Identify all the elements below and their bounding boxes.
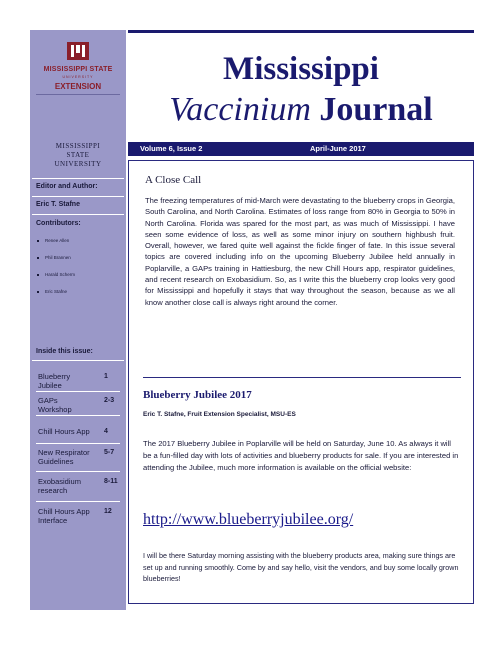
contributors-heading: Contributors: [36,220,81,227]
toc-title: Exobasidium research [38,477,81,495]
issue-volume: Volume 6, Issue 2 [140,144,203,153]
logo-name: MISSISSIPPI STATE [43,66,113,73]
sidebar-divider [32,360,124,361]
university-line: STATE [66,151,90,159]
contributor-item: Harald Scherm [36,272,124,289]
toc-title: Chill Hours App [38,427,90,436]
toc-title: Blueberry Jubilee [38,372,71,390]
toc-divider [36,415,120,416]
masthead [128,30,474,143]
article2-closing: I will be there Saturday morning assisting with the blueberry products area, making sure things are set up and running smoothly. Come by and say hello, visit the vendors, and buy some locally grown blueberries! [143,551,459,583]
article1-heading: A Close Call [145,174,202,186]
journal-title-italic: Vaccinium [169,91,311,128]
toc-divider [36,471,120,472]
toc-page: 4 [104,428,108,435]
contributor-item: Phil Brannen [36,255,124,272]
journal-title-line1: Mississippi [223,51,379,87]
sidebar-divider [32,196,124,197]
toc-page: 2-3 [104,397,115,404]
article1-body: The freezing temperatures of mid-March were devastating to the blueberry crops in Georgia, South Carolina, and North Carolina. Estimates of loss range from 80% in Georgia to 50% in North Carolina. Florida was spared for the most part, as was much of Mississippi. I have seen some evidence of loss, as well as some minor injury on southern highbush fruit. Overall, however, we fared quite well against the fickle finger of fate. In this issue several topics are covered including info on the upcoming Blueberry Jubilee held annually in Poplarville, a GAPs training in Hattiesburg, the new Chill Hours app, respirator guidelines, and recent research on Exobasidium. So, as I write this the blueberry crop looks very good for Mississippi and hopefully it stays that way throughout the season, because as we all know another close call is always right around the corner. [145,196,455,307]
toc-title: New Respirator Guidelines [38,448,90,466]
sidebar [30,30,126,610]
logo-extension: EXTENSION [54,82,102,91]
article2-byline: Eric T. Stafne, Fruit Extension Specialist, MSU-ES [143,411,296,418]
sidebar-divider [32,214,124,215]
toc-page: 5-7 [104,449,115,456]
toc-divider [36,443,120,444]
sidebar-divider [32,178,124,179]
article2-body: The 2017 Blueberry Jubilee in Poplarville will be held on Saturday, June 10. As always it will be a fun-filled day with lots of activities and blueberry products for sale. If you are interested in attending the Jubilee, much more information is available on the official website: [143,439,459,472]
editor-heading: Editor and Author: [36,183,98,190]
toc-page: 12 [104,508,112,515]
university-line: UNIVERSITY [54,160,102,168]
msu-extension-logo [30,30,126,100]
msu-seal-icon [67,42,89,60]
issue-date: April-June 2017 [310,144,366,153]
toc-divider [36,391,120,392]
article2-heading: Blueberry Jubilee 2017 [143,389,252,401]
jubilee-website-link[interactable]: http://www.blueberryjubilee.org/ [143,511,354,528]
contributor-item: Renee Allen [36,238,124,255]
toc-title: GAPs Workshop [38,396,72,414]
article-box [128,160,474,604]
logo-sub: UNIVERSITY [62,75,94,79]
editor-name: Eric T. Stafne [36,201,80,208]
journal-title-line2 [128,91,474,129]
article-divider [143,377,461,378]
toc-title: Chill Hours App Interface [38,507,90,525]
contributors-list [36,238,124,306]
logo-rule [36,94,120,95]
contributor-item: Eric Stafne [36,289,124,306]
journal-title-bold: Journal [319,91,433,128]
university-line: MISSISSIPPI [55,142,101,150]
inside-issue-heading: Inside this issue: [36,348,93,355]
university-name [30,142,126,169]
issue-bar [128,142,474,156]
toc-divider [36,501,120,502]
toc-page: 1 [104,373,108,380]
toc-page: 8-11 [104,478,118,485]
